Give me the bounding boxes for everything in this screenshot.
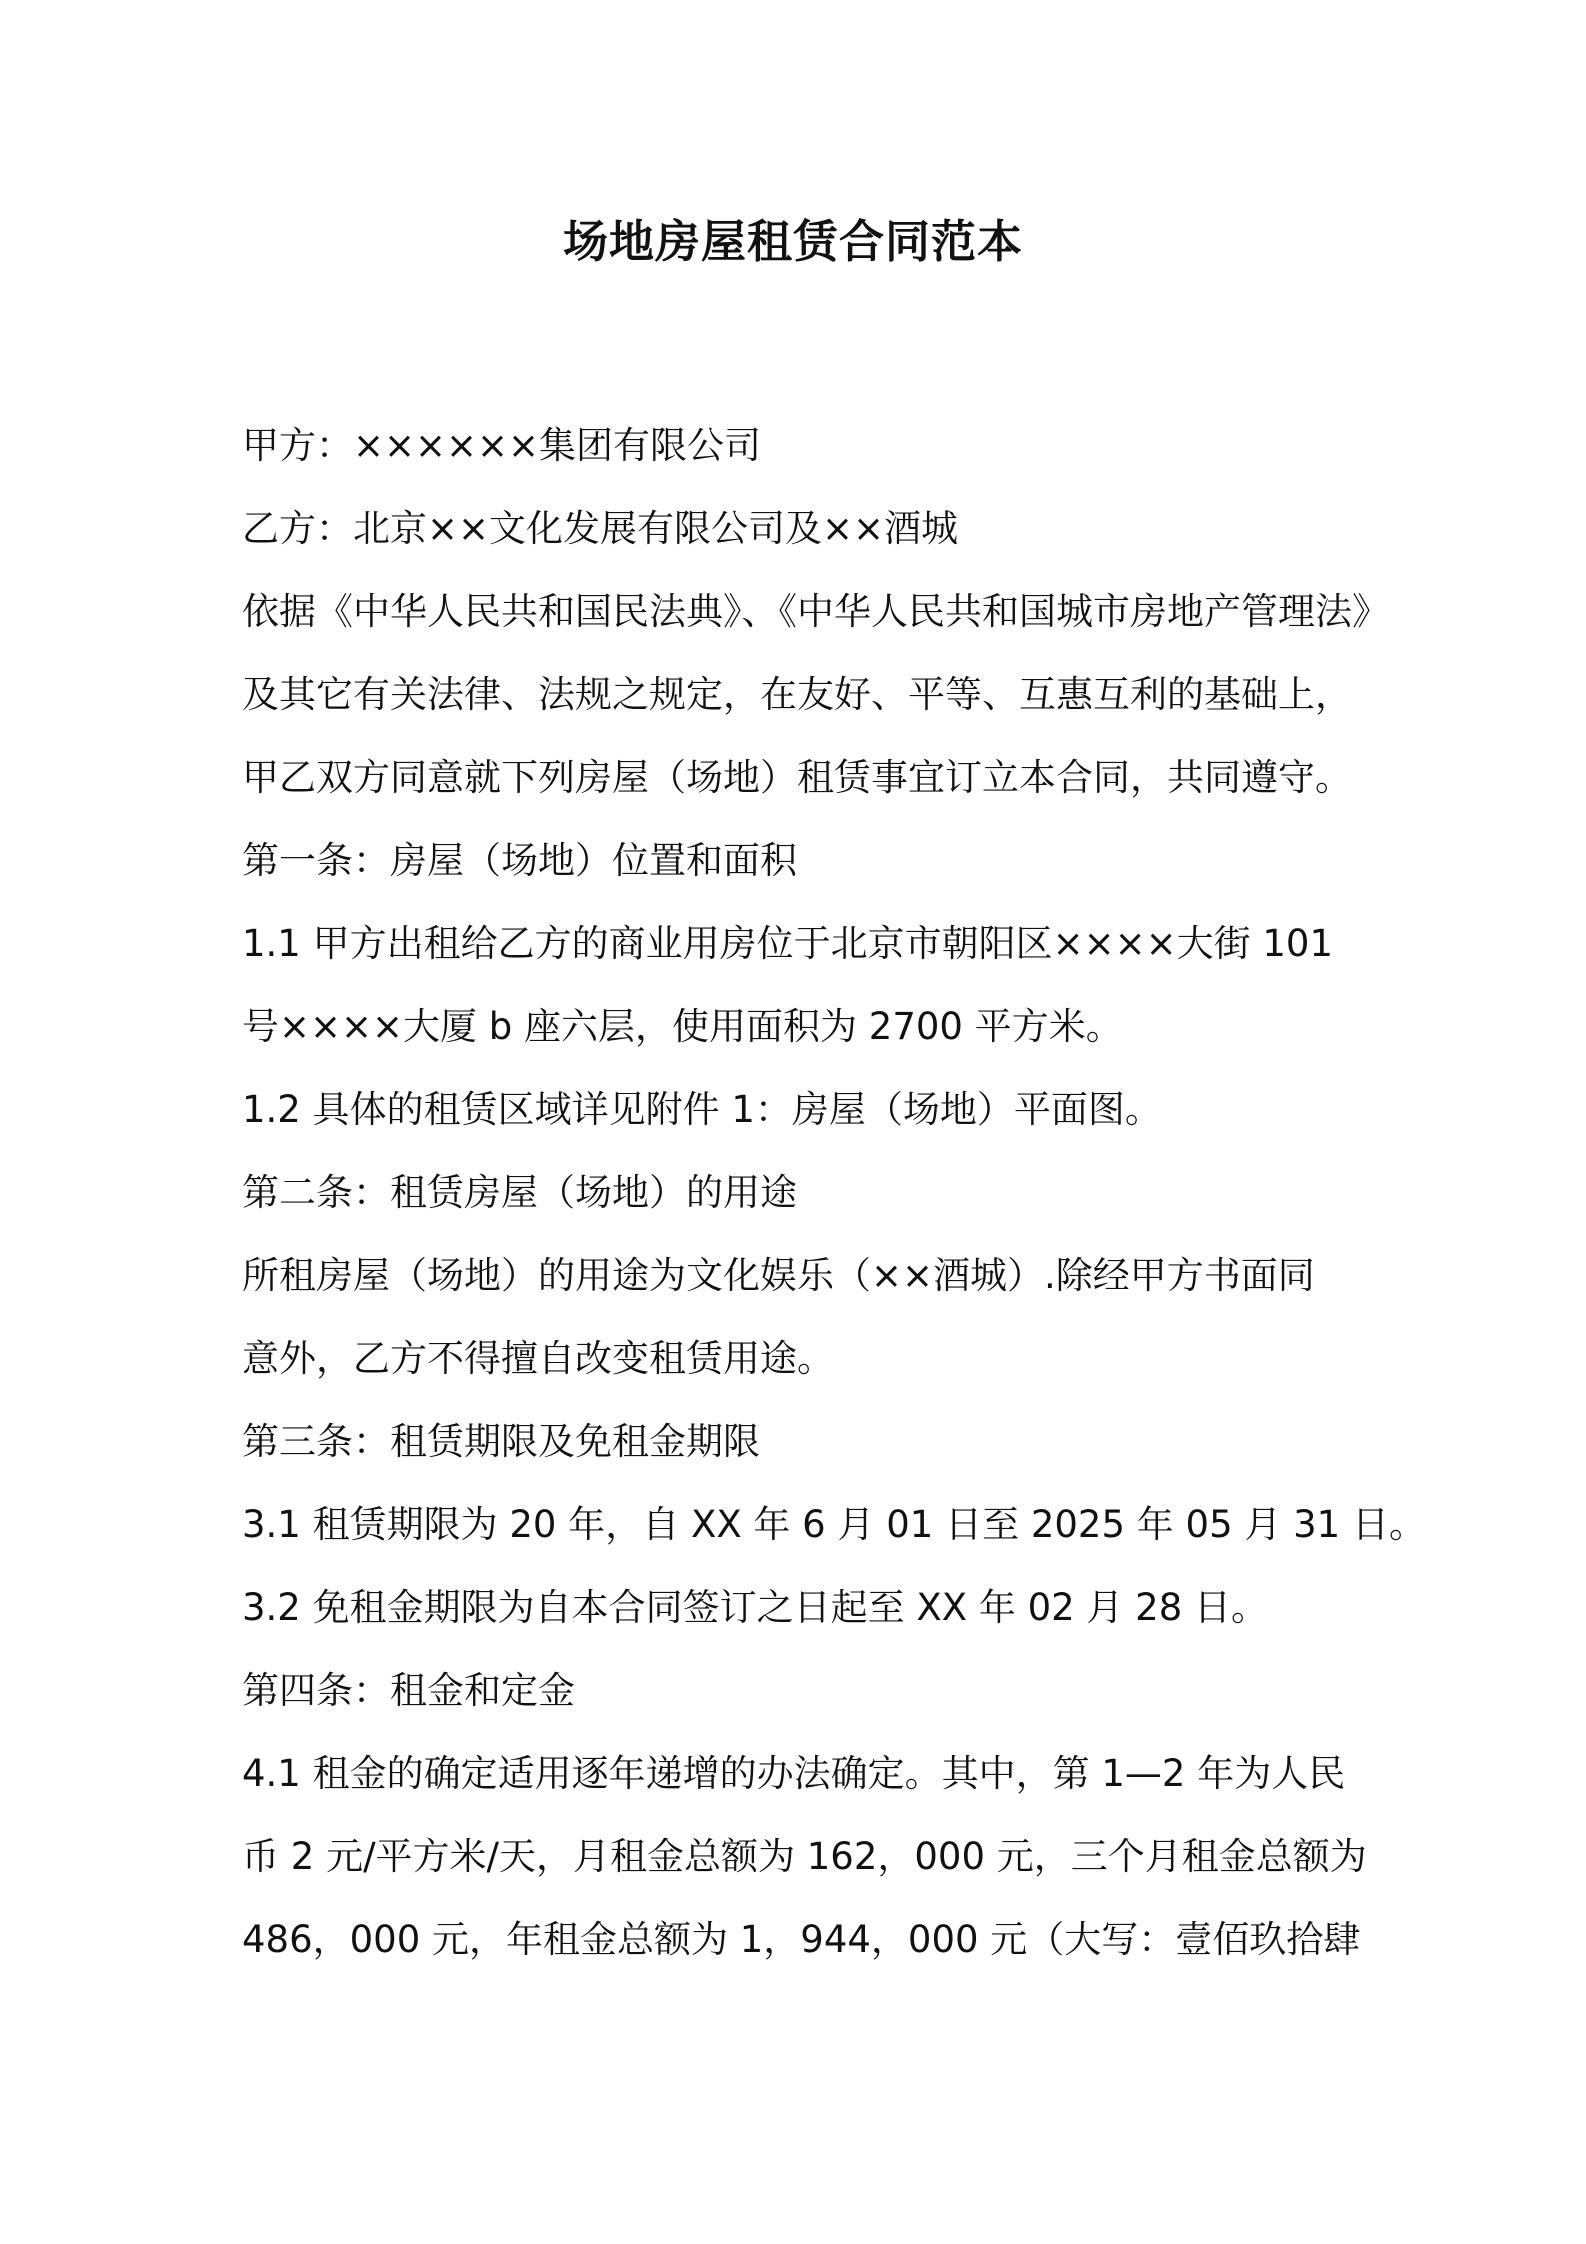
clause-line: 所租房屋（场地）的用途为文化娱乐（××酒城）.除经甲方书面同 [242,1254,1315,1297]
preamble-line: 依据《中华人民共和国民法典》、《中华人民共和国城市房地产管理法》 [242,590,1389,633]
party-b-line: 乙方：北京××文化发展有限公司及××酒城 [242,507,959,550]
preamble-line: 及其它有关法律、法规之规定，在友好、平等、互惠互利的基础上， [242,673,1352,716]
clause-line: 4.1 租金的确定适用逐年递增的办法确定。其中，第 1—2 年为人民 [242,1752,1346,1795]
article-heading: 第四条：租金和定金 [242,1669,575,1712]
article-heading: 第二条：租赁房屋（场地）的用途 [242,1171,797,1214]
clause-line: 3.1 租赁期限为 20 年，自 XX 年 6 月 01 日至 2025 年 05 月 31 日。 [242,1503,1426,1546]
party-a-line: 甲方：××××××集团有限公司 [242,424,762,467]
clause-line: 币 2 元/平方米/天，月租金总额为 162，000 元，三个月租金总额为 [242,1835,1367,1878]
clause-line: 意外，乙方不得擅自改变租赁用途。 [242,1337,834,1380]
clause-line: 1.2 具体的租赁区域详见附件 1：房屋（场地）平面图。 [242,1088,1162,1131]
article-heading: 第三条：租赁期限及免租金期限 [242,1420,760,1463]
clause-line: 号××××大厦 b 座六层，使用面积为 2700 平方米。 [242,1005,1123,1048]
clause-line: 1.1 甲方出租给乙方的商业用房位于北京市朝阳区××××大街 101 [242,922,1333,965]
document-title: 场地房屋租赁合同范本 [562,215,1023,268]
clause-line: 3.2 免租金期限为自本合同签订之日起至 XX 年 02 月 28 日。 [242,1586,1269,1629]
contract-body [242,404,1426,1981]
article-heading: 第一条：房屋（场地）位置和面积 [242,839,797,882]
clause-line: 486，000 元，年租金总额为 1，944，000 元（大写：壹佰玖拾肆 [242,1918,1361,1961]
preamble-line: 甲乙双方同意就下列房屋（场地）租赁事宜订立本合同，共同遵守。 [242,756,1352,799]
